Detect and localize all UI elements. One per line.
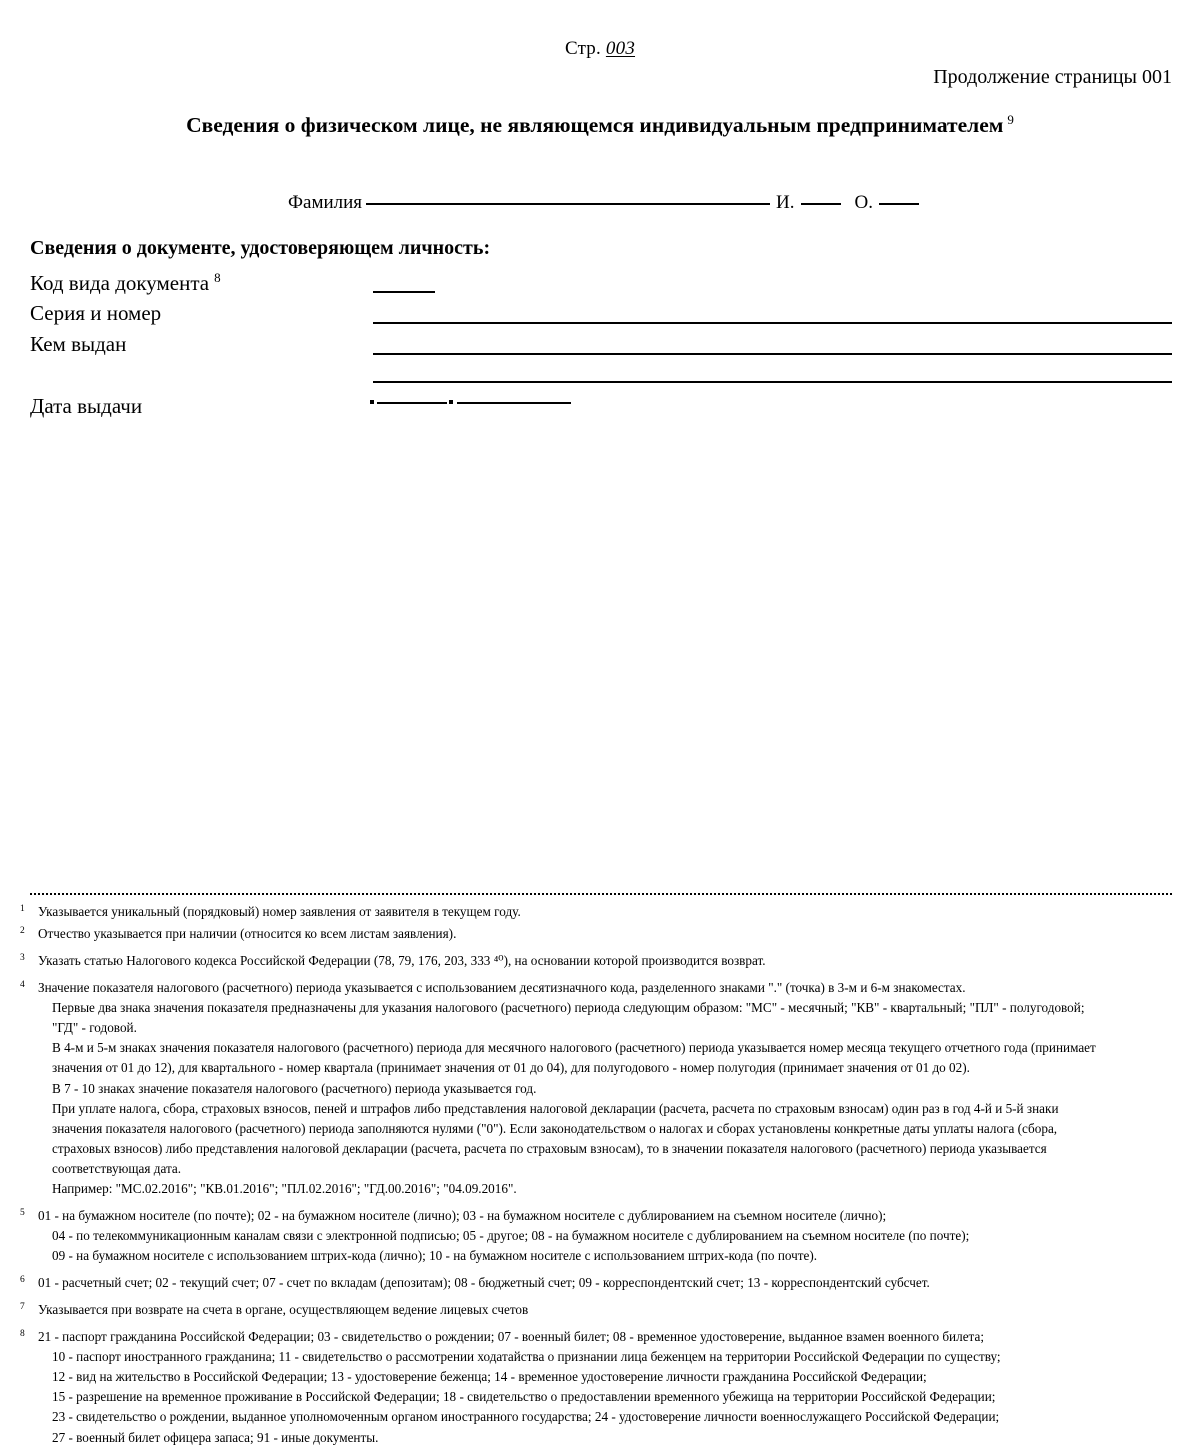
- footnote-8-line-4: 15 - разрешение на временное проживание в Российской Федерации; 18 - свидетельство о предоставлении временного убежища на территории Российской Федерации;: [52, 1389, 996, 1405]
- footnote-8-line-5: 23 - свидетельство о рождении, выданное уполномоченным органом иностранного государства; 24 - удостоверение личности военнослужащего Российской Федерации;: [52, 1409, 1000, 1425]
- issue-date-year-input[interactable]: [457, 402, 571, 404]
- footnote-4-marker: 4: [20, 980, 25, 991]
- full-name-row: [288, 192, 919, 214]
- footnote-5: [20, 1206, 1180, 1266]
- surname-input[interactable]: [366, 203, 770, 205]
- footnote-6-line-1: 01 - расчетный счет; 02 - текущий счет; 07 - счет по вкладам (депозитам); 08 - бюджетный счет; 09 - корреспондентский счет; 13 - корреспондентский субсчет.: [38, 1275, 930, 1291]
- footnote-4-line-7: При уплате налога, сбора, страховых взносов, пеней и штрафов либо представления налоговой декларации (расчета, расчета по страховым взносам) один раз в год 4-й и 5-й знаки: [52, 1100, 1059, 1116]
- middle-initial-label: О.: [854, 192, 873, 213]
- issue-date-field: [370, 400, 571, 406]
- page-number-value: 003: [605, 38, 636, 59]
- doc-code-label: [30, 270, 221, 296]
- footnotes-divider: [30, 893, 1172, 895]
- footnote-8-line-1: 21 - паспорт гражданина Российской Федерации; 03 - свидетельство о рождении; 07 - военный билет; 08 - временное удостоверение, выданное взамен военного билета;: [38, 1329, 984, 1345]
- surname-label: Фамилия: [288, 192, 363, 213]
- footnote-7-marker: 7: [20, 1302, 25, 1313]
- identity-section-heading: Сведения о документе, удостоверяющем личность:: [30, 237, 491, 259]
- footnotes-section: [20, 902, 1180, 1450]
- continuation-note: Продолжение страницы 001: [933, 66, 1172, 88]
- footnote-7: [20, 1300, 1180, 1320]
- footnote-5-line-3: 09 - на бумажном носителе с использованием штрих-кода (лично); 10 - на бумажном носителе с использованием штрих-кода (по почте).: [52, 1248, 818, 1263]
- date-separator-dot-1: [370, 400, 374, 404]
- footnote-3-marker: 3: [20, 953, 25, 964]
- footnote-8-line-3: 12 - вид на жительство в Российской Федерации; 13 - удостоверение беженца; 14 - временное удостоверение личности гражданина Российской Федерации;: [52, 1369, 927, 1385]
- footnote-4-line-3: "ГД" - годовой.: [52, 1020, 137, 1036]
- footnote-4-line-2: Первые два знака значения показателя предназначены для указания налогового (расчетного) периода следующим образом: "МС" - месячный; "КВ" - квартальный; "ПЛ" - полугодовой;: [52, 1000, 1085, 1016]
- doc-code-footnote-ref: 8: [214, 270, 221, 285]
- page-number-label: Стр.: [564, 38, 601, 59]
- footnote-8-line-2: 10 - паспорт иностранного гражданина; 11 - свидетельство о рассмотрении ходатайства о признании лица беженцем на территории Российской Федерации по существу;: [52, 1349, 1001, 1365]
- first-initial-label: И.: [776, 192, 795, 213]
- footnote-2-line-1: Отчество указывается при наличии (относится ко всем листам заявления).: [38, 926, 457, 942]
- footnote-5-line-1: 01 - на бумажном носителе (по почте); 02 - на бумажном носителе (лично); 03 - на бумажном носителе с дублированием на съемном носителе (лично);: [38, 1207, 887, 1223]
- issued-by-input-line2[interactable]: [373, 381, 1172, 383]
- footnote-6-marker: 6: [20, 1275, 25, 1286]
- page-title: [0, 112, 1200, 138]
- footnote-8-marker: 8: [20, 1329, 25, 1340]
- footnote-3-line-1: Указать статью Налогового кодекса Российской Федерации (78, 79, 176, 203, 333 ⁴⁰), на основании которой производится возврат.: [38, 953, 766, 969]
- footnote-8-line-6: 27 - военный билет офицера запаса; 91 - иные документы.: [52, 1429, 379, 1445]
- footnote-1: [20, 902, 1180, 922]
- doc-code-input[interactable]: [373, 291, 435, 293]
- page-title-footnote-ref: 9: [1007, 112, 1014, 127]
- series-number-input[interactable]: [373, 322, 1172, 324]
- footnote-5-line-2: 04 - по телекоммуникационным каналам связи с электронной подписью; 05 - другое; 08 - на бумажном носителе с дублированием на съемном носителе (по почте);: [52, 1227, 970, 1243]
- footnote-5-marker: 5: [20, 1207, 25, 1218]
- footnote-4-line-6: В 7 - 10 знаках значение показателя налогового (расчетного) периода указывается год.: [52, 1080, 537, 1096]
- footnote-2: [20, 924, 1180, 944]
- footnote-3: [20, 951, 1180, 971]
- first-initial-input[interactable]: [801, 203, 841, 205]
- doc-code-label-text: Код вида документа: [30, 271, 210, 295]
- footnote-4-line-8: значения показателя налогового (расчетного) периода заполняются нулями ("0"). Если законодательством о налогах и сборах установлены конкретные даты уплаты налога (сбора,: [52, 1120, 1058, 1136]
- page-title-text: Сведения о физическом лице, не являющемся индивидуальным предпринимателем: [186, 113, 1004, 138]
- issue-date-label: Дата выдачи: [30, 394, 143, 418]
- footnote-8: [20, 1327, 1180, 1447]
- footnote-1-line-1: Указывается уникальный (порядковый) номер заявления от заявителя в текущем году.: [38, 904, 521, 919]
- footnote-4-line-11: Например: "МС.02.2016"; "КВ.01.2016"; "ПЛ.02.2016"; "ГД.00.2016"; "04.09.2016".: [52, 1180, 517, 1196]
- issued-by-input[interactable]: [373, 353, 1172, 355]
- footnote-6: [20, 1273, 1180, 1293]
- footnote-2-marker: 2: [20, 926, 25, 937]
- footnote-4-line-9: страховых взносов) либо представления налоговой декларации (расчета, расчета по страховым взносам), то в значении показателя налогового (расчетного) периода указывается: [52, 1140, 1047, 1156]
- footnote-4-line-4: В 4-м и 5-м знаках значения показателя налогового (расчетного) периода для месячного налогового (расчетного) периода указывается номер месяца текущего отчетного года (принимает: [52, 1040, 1096, 1056]
- issue-date-month-input[interactable]: [377, 402, 447, 404]
- page-number-header: [0, 38, 1200, 60]
- footnote-4-line-5: значения от 01 до 12), для квартального - номер квартала (принимает значения от 01 до 04), для полугодового - номер полугодия (принимает значения от 01 до 02).: [52, 1060, 970, 1076]
- footnote-7-line-1: Указывается при возврате на счета в органе, осуществляющем ведение лицевых счетов: [38, 1302, 529, 1318]
- middle-initial-input[interactable]: [879, 203, 919, 205]
- issued-by-label: Кем выдан: [30, 332, 127, 356]
- date-separator-dot-2: [449, 400, 453, 404]
- series-number-label: Серия и номер: [30, 301, 162, 325]
- footnote-4-line-10: соответствующая дата.: [52, 1160, 182, 1176]
- footnote-4: [20, 978, 1180, 1199]
- footnote-1-marker: 1: [20, 904, 25, 914]
- footnote-4-line-1: Значение показателя налогового (расчетного) периода указывается с использованием десятизначного кода, разделенного знаками "." (точка) в 3-м и 6-м знакоместах.: [38, 980, 966, 996]
